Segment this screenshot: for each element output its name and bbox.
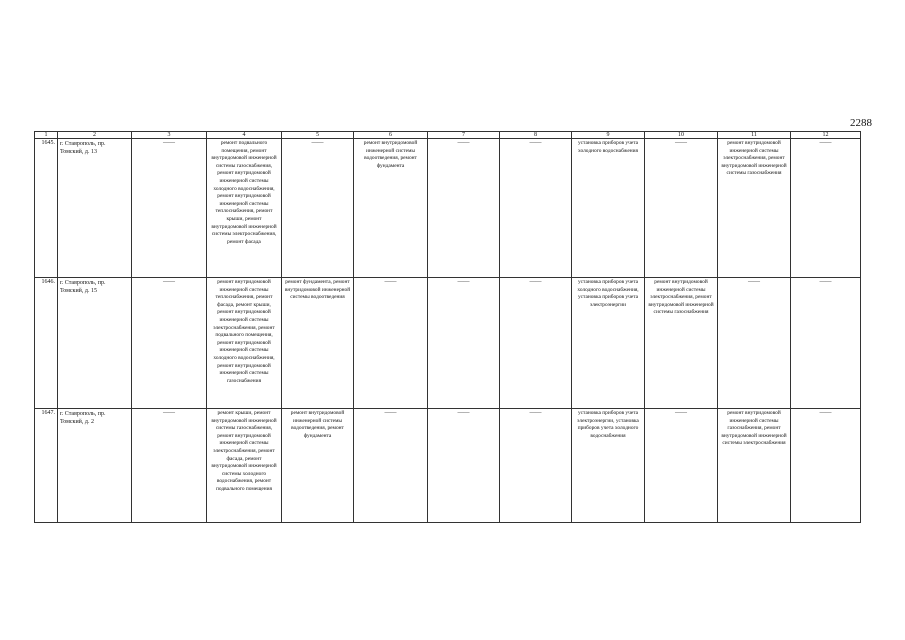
header-cell: 4 (207, 132, 282, 139)
header-cell: 5 (282, 132, 354, 139)
cell-col-4: ремонт внутридомовой инженерной системы теплоснабжения, ремонт фасада, ремонт крыши, ремонт внутридомовой инженерной системы электроснабжения, ремонт подвального помещения, ремонт внутридомовой инженерной системы холодного водоснабжения, ремонт внутридомовой инженерной системы газоснабжения (207, 278, 282, 409)
cell-col-3: —— (132, 139, 207, 278)
cell-col-10: —— (645, 409, 718, 523)
cell-col-3: —— (132, 278, 207, 409)
header-cell: 7 (428, 132, 500, 139)
header-cell: 10 (645, 132, 718, 139)
cell-col-4: ремонт подвального помещения, ремонт внутридомовой инженерной системы газоснабжения, ремонт внутридомовой инженерной системы холодного водоснабжения, ремонт внутридомовой инженерной системы теплоснабжения, ремонт крыши, ремонт внутридомовой инженерной системы электроснабжения, ремонт фасада (207, 139, 282, 278)
table-row (35, 278, 861, 409)
cell-col-5: ремонт фундамента, ремонт внутридомовой инженерной системы водоотведения (282, 278, 354, 409)
header-cell: 3 (132, 132, 207, 139)
cell-col-9: установка приборов учета холодного водоснабжения (572, 139, 645, 278)
table-row (35, 139, 861, 278)
cell-col-11: —— (718, 278, 791, 409)
header-row (35, 132, 861, 139)
header-cell: 1 (35, 132, 58, 139)
header-cell: 9 (572, 132, 645, 139)
cell-col-9: установка приборов учета электроэнергии, установка приборов учета холодного водоснабжения (572, 409, 645, 523)
cell-col-6: —— (354, 409, 428, 523)
cell-col-8: —— (500, 409, 572, 523)
repair-schedule-table (34, 131, 861, 523)
cell-col-3: —— (132, 409, 207, 523)
cell-col-12: —— (791, 278, 861, 409)
address-cell: г. Ставрополь, пр. Томский, д. 2 (58, 409, 132, 523)
cell-col-6: ремонт внутридомовой инженерной системы водоотведения, ремонт фундамента (354, 139, 428, 278)
cell-col-12: —— (791, 409, 861, 523)
header-cell: 6 (354, 132, 428, 139)
cell-col-5: ремонт внутридомовой инженерной системы водоотведения, ремонт фундамента (282, 409, 354, 523)
header-cell: 8 (500, 132, 572, 139)
row-number: 1645. (35, 139, 58, 278)
cell-col-7: —— (428, 278, 500, 409)
cell-col-11: ремонт внутридомовой инженерной системы электроснабжения, ремонт внутридомовой инженерной системы газоснабжения (718, 139, 791, 278)
cell-col-4: ремонт крыши, ремонт внутридомовой инженерной системы газоснабжения, ремонт внутридомовой инженерной системы электроснабжения, ремонт фасада, ремонт внутридомовой инженерной системы холодного водоснабжения, ремонт подвального помещения (207, 409, 282, 523)
header-cell: 11 (718, 132, 791, 139)
row-number: 1647. (35, 409, 58, 523)
address-cell: г. Ставрополь, пр. Томский, д. 15 (58, 278, 132, 409)
row-number: 1646. (35, 278, 58, 409)
cell-col-6: —— (354, 278, 428, 409)
cell-col-12: —— (791, 139, 861, 278)
cell-col-9: установка приборов учета холодного водоснабжения, установка приборов учета электроэнергии (572, 278, 645, 409)
cell-col-11: ремонт внутридомовой инженерной системы газоснабжения, ремонт внутридомовой инженерной системы электроснабжения (718, 409, 791, 523)
header-cell: 2 (58, 132, 132, 139)
header-cell: 12 (791, 132, 861, 139)
cell-col-7: —— (428, 409, 500, 523)
cell-col-5: —— (282, 139, 354, 278)
cell-col-10: —— (645, 139, 718, 278)
page-number: 2288 (850, 117, 872, 129)
address-cell: г. Ставрополь, пр. Томский, д. 13 (58, 139, 132, 278)
cell-col-7: —— (428, 139, 500, 278)
cell-col-10: ремонт внутридомовой инженерной системы электроснабжения, ремонт внутридомовой инженерной системы газоснабжения (645, 278, 718, 409)
cell-col-8: —— (500, 139, 572, 278)
cell-col-8: —— (500, 278, 572, 409)
table-row (35, 409, 861, 523)
